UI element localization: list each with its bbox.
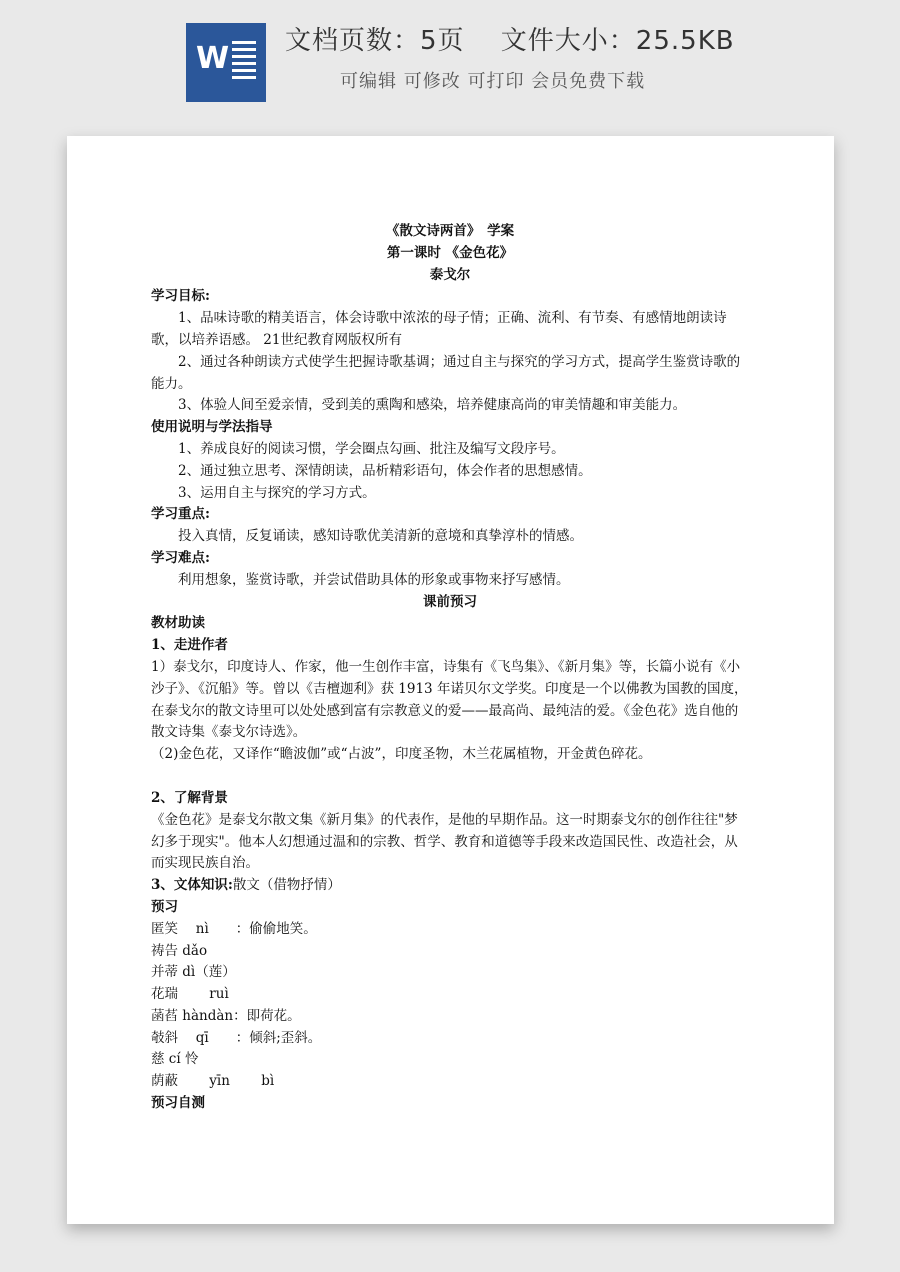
vocab-item-3: 并蒂 dì（莲） xyxy=(151,964,236,981)
goal-item-1: 1、品味诗歌的精美语言，体会诗歌中浓浓的母子情；正确、流利、有节奏、有感情地朗读诗歌，以培养语感。 21世纪教育网版权所有 xyxy=(151,310,727,348)
goals-heading: 学习目标: xyxy=(151,288,210,305)
background-heading: 2、了解背景 xyxy=(151,789,228,806)
vocab-item-4: 花瑞 ruì xyxy=(151,986,229,1003)
vocab-item-7: 慈 cí 怜 xyxy=(151,1051,199,1068)
author-paragraph-2: （2)金色花，又译作“瞻波伽”或“占波”，印度圣物，木兰花属植物，开金黄色碎花。 xyxy=(151,746,652,763)
doc-lesson-title: 第一课时 《金色花》 xyxy=(386,244,514,261)
genre-text: 散文（借物抒情） xyxy=(232,877,341,894)
vocab-item-5: 菡萏 hàndàn：即荷花。 xyxy=(151,1007,301,1024)
preview-heading: 课前预习 xyxy=(423,593,477,610)
word-icon-letter: W xyxy=(196,41,229,76)
genre-line xyxy=(151,875,749,897)
genre-label: 3、文体知识: xyxy=(151,877,233,894)
vocab-item-2: 祷告 dǎo xyxy=(151,942,208,959)
focus-heading: 学习重点: xyxy=(151,506,210,523)
background-text: 《金色花》是泰戈尔散文集《新月集》的代表作，是他的早期作品。这一时期泰戈尔的创作往往"梦幻多于现实"。他本人幻想通过温和的宗教、哲学、教育和道德等手段来改造国民性、改造社会，从而实现民族自治。 xyxy=(151,811,738,872)
file-info-title: 文档页数：5页 文件大小：25.5KB xyxy=(285,26,735,56)
guide-item-2: 2、通过独立思考、深情朗读，品析精彩语句，体会作者的思想感情。 xyxy=(178,462,592,479)
word-document-icon xyxy=(186,23,266,102)
guide-heading: 使用说明与学法指导 xyxy=(151,419,273,436)
download-banner xyxy=(0,0,900,120)
document-content xyxy=(151,221,749,1115)
vocab-item-6: 攲斜 qī ：倾斜;歪斜。 xyxy=(151,1029,322,1046)
material-heading: 教材助读 xyxy=(151,615,205,632)
author-heading: 1、走进作者 xyxy=(151,637,228,654)
vocab-item-8: 荫蔽 yīn bì xyxy=(151,1073,275,1090)
document-page xyxy=(67,136,834,1224)
guide-item-3: 3、运用自主与探究的学习方式。 xyxy=(178,484,376,501)
vocab-item-1: 匿笑 nì ：偷偷地笑。 xyxy=(151,920,317,937)
document-lines-icon xyxy=(232,41,256,83)
vocab-heading: 预习 xyxy=(151,898,178,915)
file-features-subtitle: 可编辑 可修改 可打印 会员免费下载 xyxy=(340,71,646,92)
doc-author: 泰戈尔 xyxy=(429,266,471,283)
focus-text: 投入真情，反复诵读，感知诗歌优美清新的意境和真挚淳朴的情感。 xyxy=(178,528,583,545)
difficulty-heading: 学习难点: xyxy=(151,549,210,566)
goal-item-3: 3、体验人间至爱亲情，受到美的熏陶和感染，培养健康高尚的审美情趣和审美能力。 xyxy=(178,397,687,414)
blank-line xyxy=(151,766,749,788)
doc-title: 《散文诗两首》 学案 xyxy=(385,223,515,239)
author-paragraph-1: 1）泰戈尔，印度诗人、作家，他一生创作丰富，诗集有《飞鸟集》、《新月集》等，长篇小说有《小沙子》、《沉船》等。曾以《吉檀迦利》获 1913 年诺贝尔文学奖。印度是一个以佛教为国教的国度，在泰戈尔的散文诗里可以处处感到富有宗教意义的爱——最高尚、最纯洁的爱。《金色花》选自他的散文诗集《泰戈尔诗选》。 xyxy=(151,658,748,741)
goal-item-2: 2、通过各种朗读方式使学生把握诗歌基调；通过自主与探究的学习方式，提高学生鉴赏诗歌的能力。 xyxy=(151,353,741,392)
difficulty-text: 利用想象，鉴赏诗歌，并尝试借助具体的形象或事物来抒写感情。 xyxy=(178,571,570,588)
guide-item-1: 1、养成良好的阅读习惯，学会圈点勾画、批注及编写文段序号。 xyxy=(178,440,565,457)
selftest-heading: 预习自测 xyxy=(151,1095,205,1112)
